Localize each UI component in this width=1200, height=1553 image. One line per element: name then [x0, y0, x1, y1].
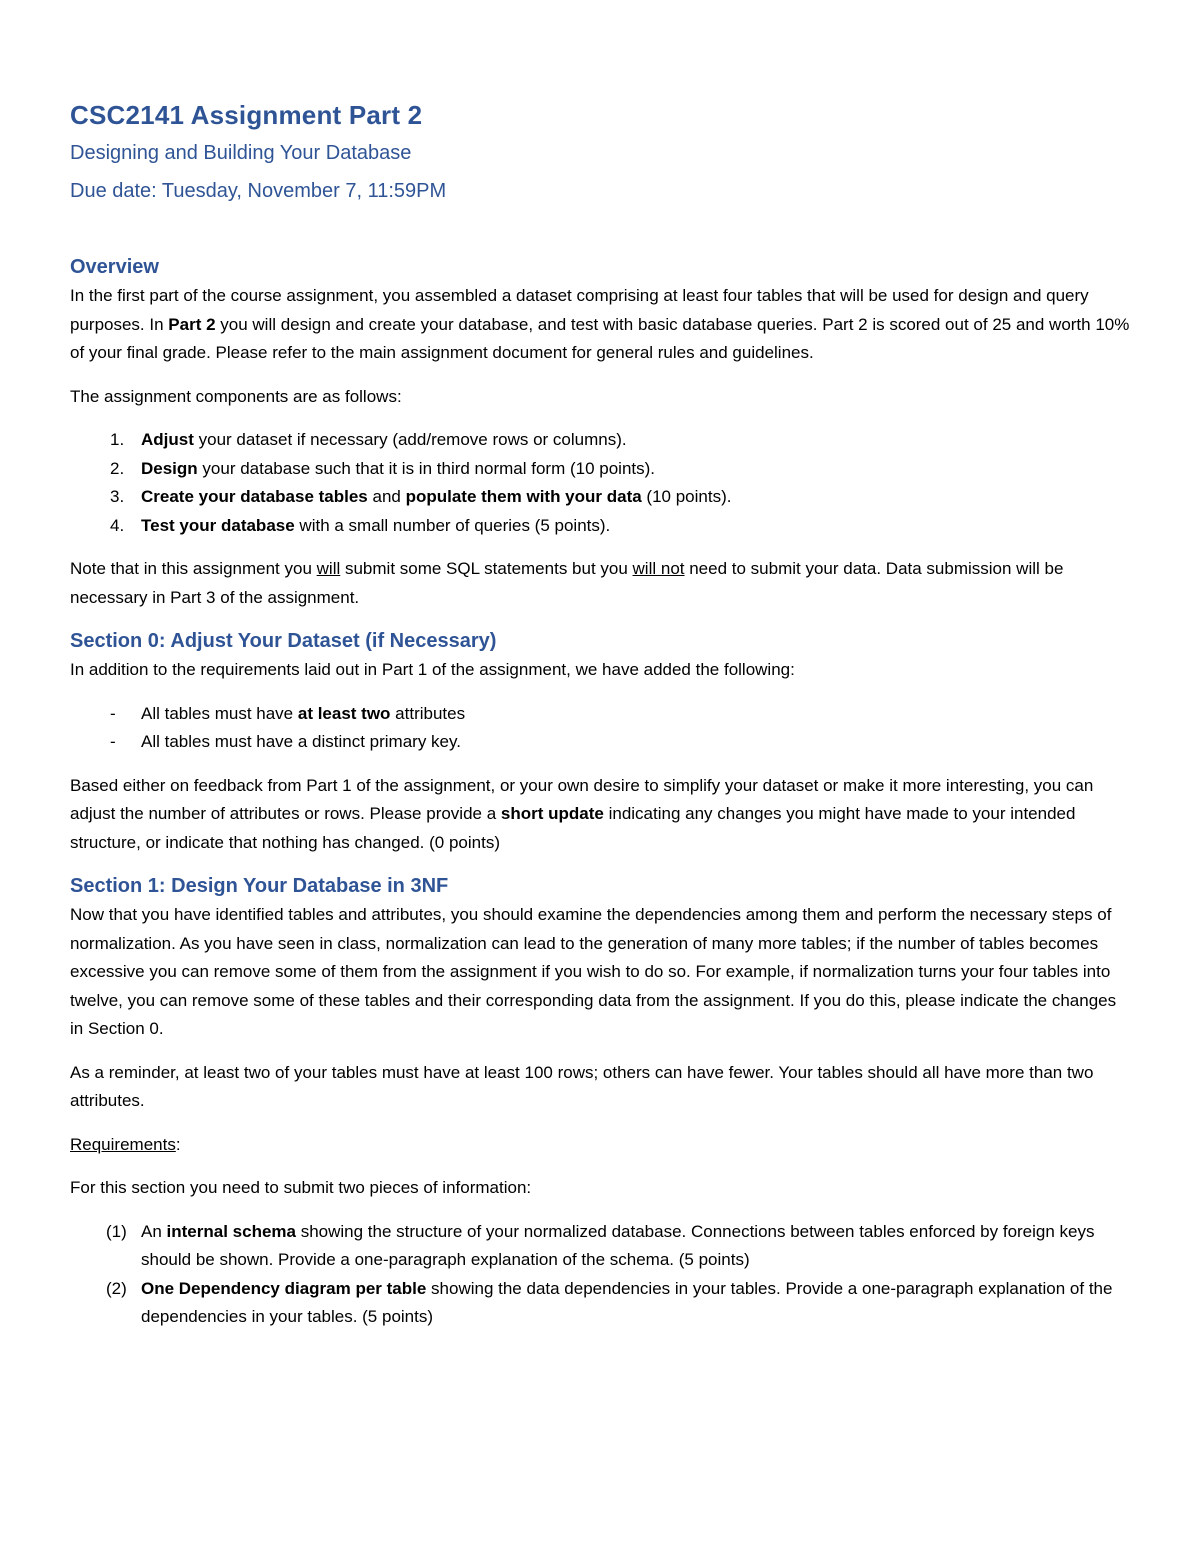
submission-note: Note that in this assignment you will submit some SQL statements but you will not need to submit your data. Data submission will be necessary in Part 3 of the assignment.: [70, 559, 1064, 607]
requirements-bullets: [70, 700, 1130, 757]
list-item: (1) An internal schema showing the structure of your normalized database. Connections between tables enforced by foreign keys should be shown. Provide a one-paragraph explanation of the schema. (5 points): [106, 1221, 1095, 1269]
section1-paragraph: Now that you have identified tables and attributes, you should examine the dependencies among them and perform the necessary steps of normalization. As you have seen in class, normalization can lead to the generation of many more tables; if the number of tables becomes excessive you can remove some of them from the assignment if you wish to do so. For example, if normalization turns your four tables into twelve, you can remove some of these tables and their corresponding data from the assignment. If you do this, please indicate the changes in Section 0.: [70, 905, 1117, 1038]
section0-heading: Section 0: Adjust Your Dataset (if Necessary): [70, 630, 497, 652]
section1-heading: Section 1: Design Your Database in 3NF: [70, 875, 449, 897]
due-date: Due date: Tuesday, November 7, 11:59PM: [70, 180, 447, 202]
submission-items: [70, 1218, 1130, 1332]
overview-paragraph: In the first part of the course assignment, you assembled a dataset comprising at least four tables that will be used for design and query purposes. In Part 2 you will design and create your database, and test with basic database queries. Part 2 is scored out of 25 and worth 10% of your final grade. Please refer to the main assignment document for general rules and guidelines.: [70, 286, 1130, 362]
section0-paragraph: Based either on feedback from Part 1 of the assignment, or your own desire to simplify your dataset or make it more interesting, you can adjust the number of attributes or rows. Please provide a short update indicating any changes you might have made to your intended structure, or indicate that nothing has changed. (0 points): [70, 775, 1094, 852]
section1-submit-intro: For this section you need to submit two pieces of information:: [70, 1178, 532, 1197]
list-item: 1. Adjust your dataset if necessary (add/remove rows or columns).: [110, 430, 627, 449]
list-item: - All tables must have a distinct primary key.: [110, 732, 461, 751]
list-item: - All tables must have at least two attributes: [110, 703, 466, 723]
overview-heading: Overview: [70, 256, 159, 278]
list-item: 4. Test your database with a small number of queries (5 points).: [110, 515, 611, 535]
section0-intro: In addition to the requirements laid out in Part 1 of the assignment, we have added the following:: [70, 660, 795, 679]
section1-reminder: As a reminder, at least two of your tables must have at least 100 rows; others can have fewer. Your tables should all have more than two attributes.: [70, 1062, 1094, 1110]
components-intro: The assignment components are as follows:: [70, 386, 402, 406]
document-subtitle: Designing and Building Your Database: [70, 142, 412, 164]
document-title: CSC2141 Assignment Part 2: [70, 100, 423, 130]
list-item: 3. Create your database tables and populate them with your data (10 points).: [110, 487, 732, 506]
components-list: [70, 426, 1130, 540]
document-page: [70, 96, 1130, 1332]
requirements-label: Requirements:: [70, 1134, 181, 1154]
list-item: 2. Design your database such that it is in third normal form (10 points).: [110, 458, 656, 478]
list-item: (2) One Dependency diagram per table showing the data dependencies in your tables. Provide a one-paragraph explanation of the dependencies in your tables. (5 points): [106, 1278, 1113, 1326]
